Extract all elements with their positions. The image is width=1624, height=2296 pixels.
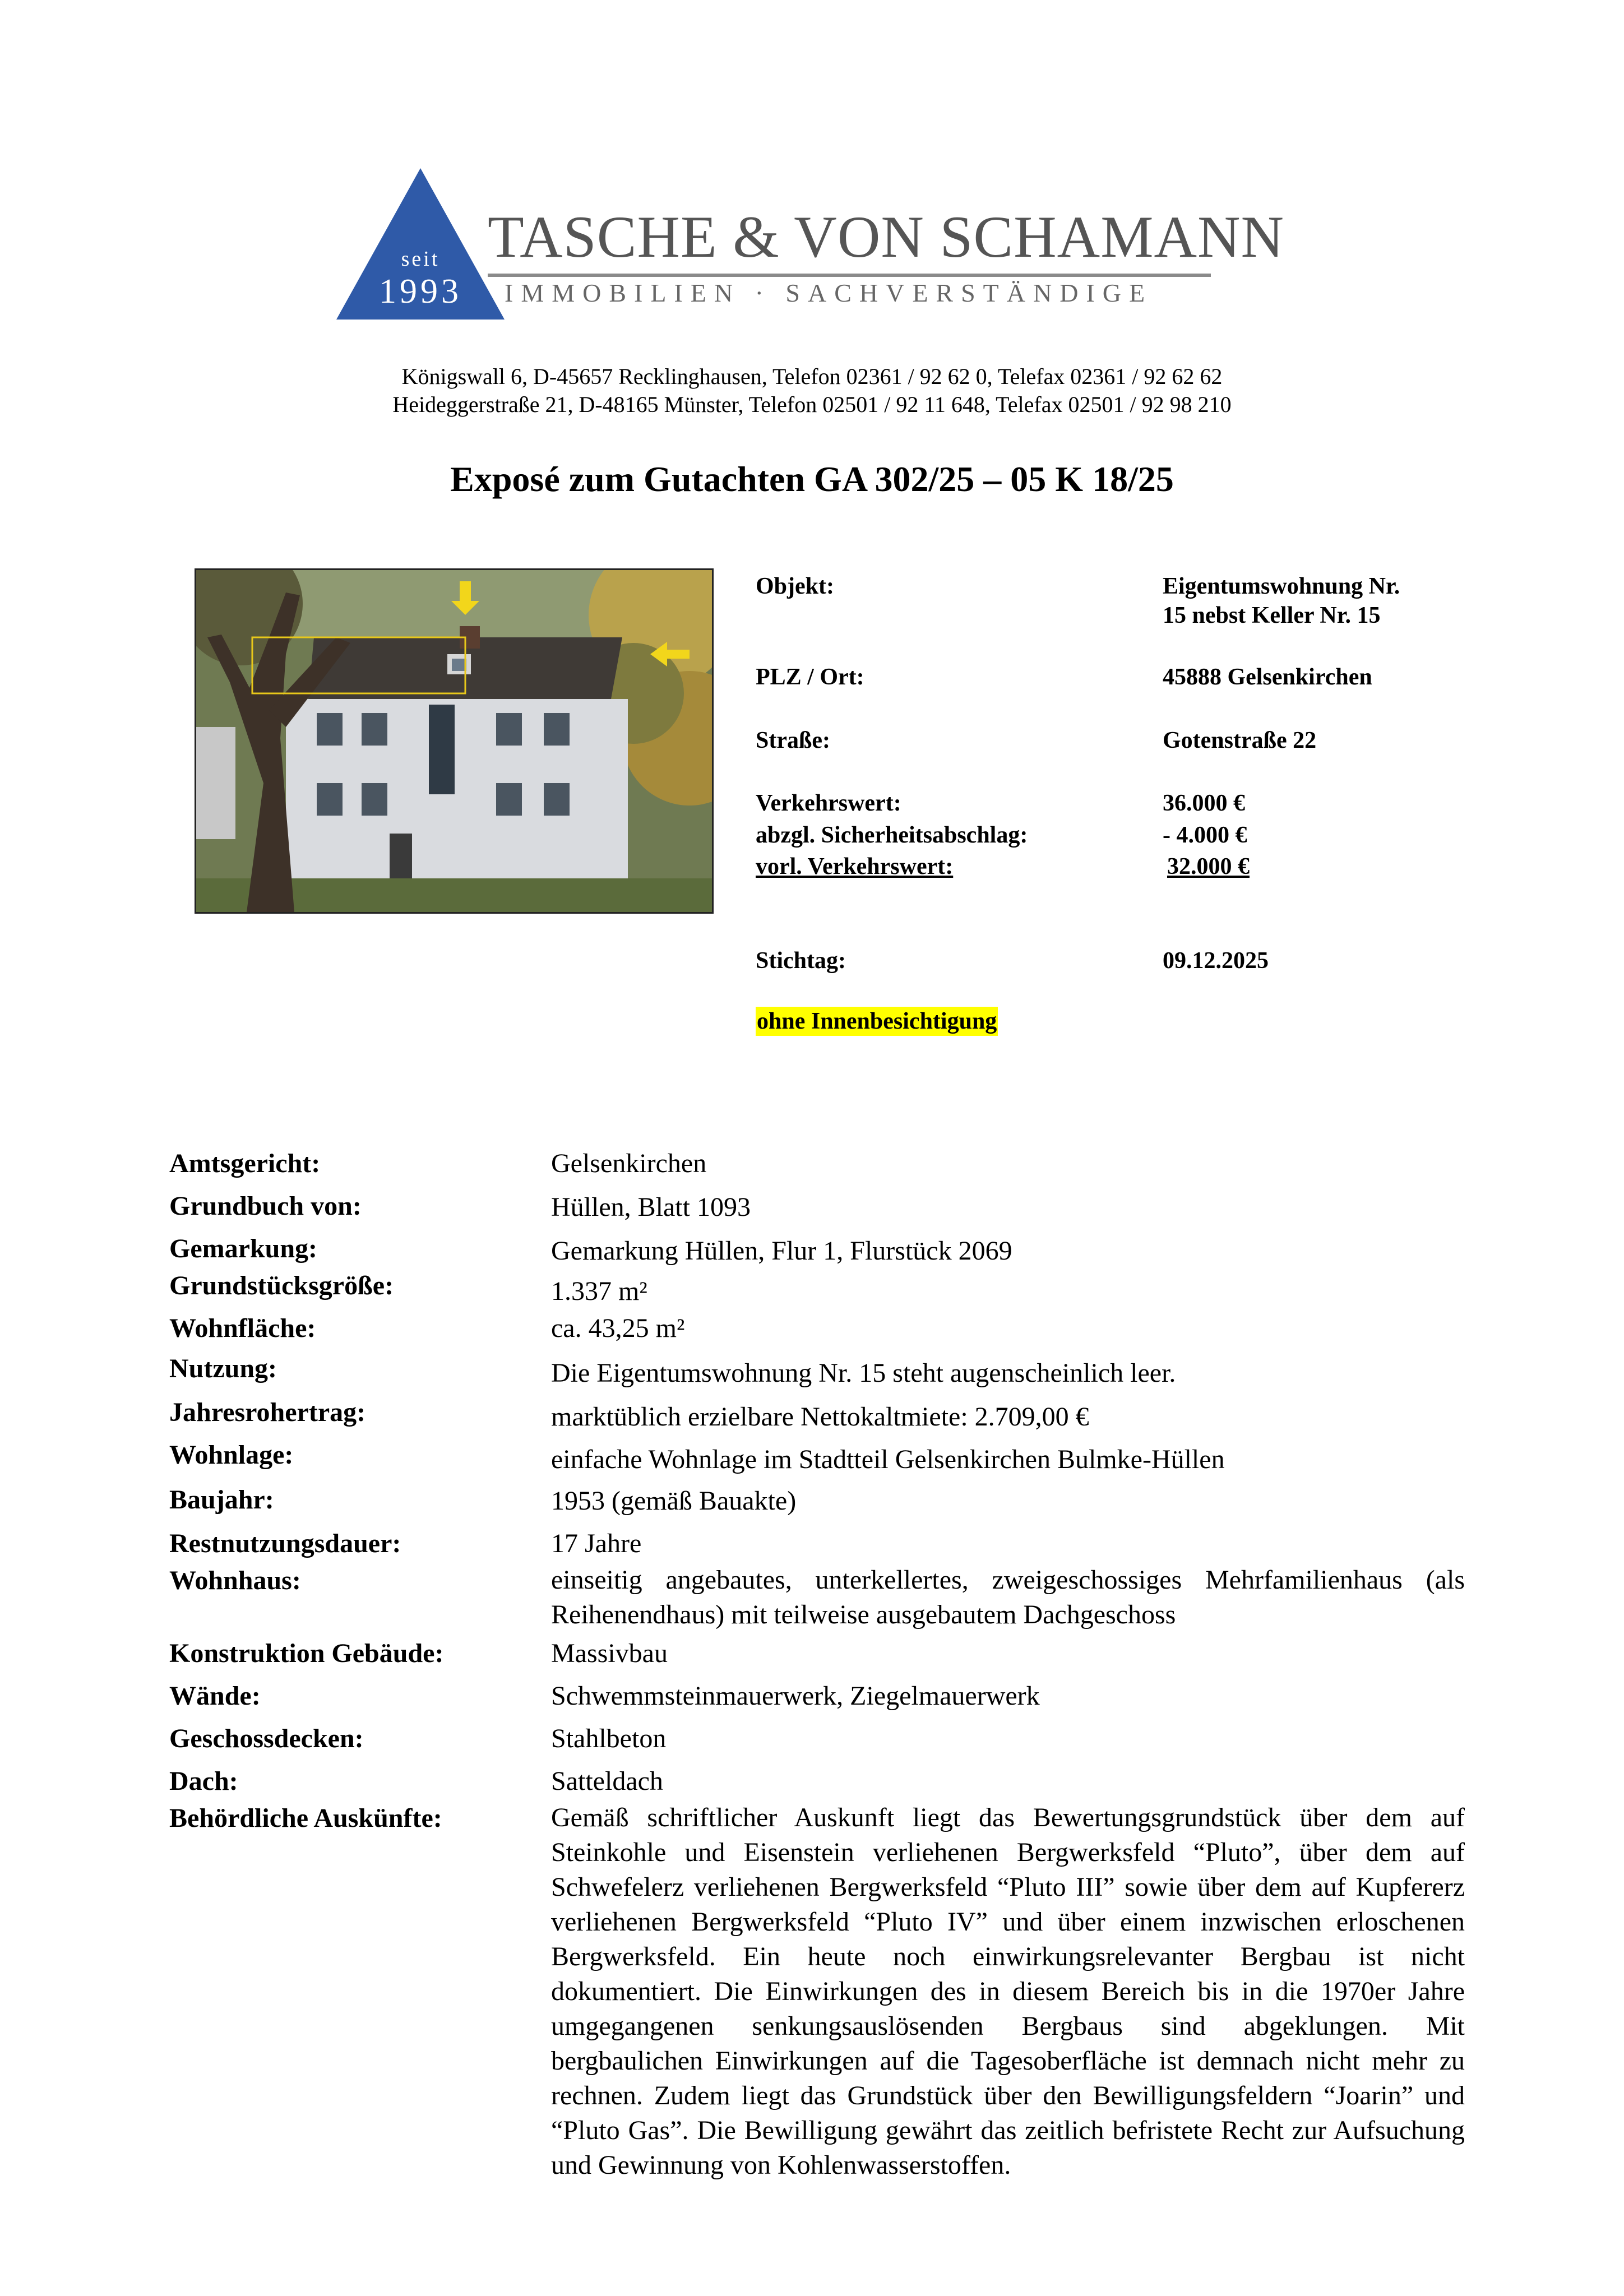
- logo-year: 1993: [379, 272, 462, 311]
- vorl-verkehrswert-value: 32.000 €: [1167, 854, 1250, 879]
- baujahr-label: Baujahr:: [169, 1485, 274, 1515]
- grundstuecksgroesse-label: Grundstücksgröße:: [169, 1271, 394, 1300]
- geschossdecken-value: Stahlbeton: [551, 1724, 667, 1753]
- document-title: Exposé zum Gutachten GA 302/25 – 05 K 18/25: [450, 459, 1174, 499]
- sicherheitsabschlag-value: - 4.000 €: [1163, 822, 1247, 848]
- restnutzungsdauer-label: Restnutzungsdauer:: [169, 1529, 401, 1558]
- wohnlage-label: Wohnlage:: [169, 1440, 294, 1470]
- grundstuecksgroesse-value: 1.337 m²: [551, 1276, 647, 1306]
- nutzung-value: Die Eigentumswohnung Nr. 15 steht augenscheinlich leer.: [551, 1358, 1176, 1388]
- vorl-verkehrswert-label: vorl. Verkehrswert:: [756, 854, 954, 879]
- inspection-note: ohne Innenbesichtigung: [756, 1007, 998, 1036]
- behoerdliche-auskuenfte-value: Gemäß schriftlicher Auskunft liegt das Bewertungsgrundstück über dem auf Steinkohle und Eisenstein verliehenen Bergwerksfeld “Pluto”, über dem auf Schwefelerz verliehenen Bergwerksfeld “Pluto III” sowie über dem auf Kupfererz verliehenen Bergwerksfeld “Pluto IV” und über einem inzwischen erloschenen Bergwerksfeld. Ein heute noch einwirkungsrelevanter Bergbau ist nicht dokumentiert. Die Einwirkungen des in diesem Bereich bis in die 1970er Jahre umgegangenen senkungsauslösenden Bergbaus sind abgeklungen. Mit bergbaulichen Einwirkungen auf die Tagesoberfläche ist demnach nicht mehr zu rechnen. Zudem liegt das Grundstück über den Bewilligungsfeldern “Joarin” und “Pluto Gas”. Die Bewilligung gewährt das zeitlich befristete Recht zur Aufsuchung und Gewinnung von Kohlenwasserstoffen.: [551, 1803, 1465, 2180]
- amtsgericht-value: Gelsenkirchen: [551, 1149, 707, 1178]
- property-photo: [195, 568, 714, 914]
- gemarkung-label: Gemarkung:: [169, 1234, 317, 1263]
- restnutzungsdauer-value: 17 Jahre: [551, 1529, 642, 1558]
- plz-value: 45888 Gelsenkirchen: [1163, 664, 1372, 690]
- gemarkung-value: Gemarkung Hüllen, Flur 1, Flurstück 2069: [551, 1236, 1012, 1266]
- waende-value: Schwemmsteinmauerwerk, Ziegelmauerwerk: [551, 1681, 1040, 1711]
- stichtag-label: Stichtag:: [756, 948, 846, 974]
- nutzung-label: Nutzung:: [169, 1354, 277, 1383]
- waende-label: Wände:: [169, 1681, 261, 1711]
- strasse-label: Straße:: [756, 728, 830, 753]
- objekt-value-line-2: 15 nebst Keller Nr. 15: [1163, 603, 1381, 628]
- amtsgericht-label: Amtsgericht:: [169, 1149, 321, 1178]
- logo-subtitle: IMMOBILIEN · SACHVERSTÄNDIGE: [505, 279, 1153, 307]
- dach-value: Satteldach: [551, 1766, 663, 1796]
- objekt-value-line-1: Eigentumswohnung Nr.: [1163, 573, 1400, 599]
- logo-divider: [488, 274, 1211, 277]
- konstruktion-label: Konstruktion Gebäude:: [169, 1638, 444, 1668]
- stichtag-value: 09.12.2025: [1163, 948, 1269, 974]
- logo-company-name: TASCHE & VON SCHAMANN: [488, 204, 1285, 270]
- strasse-value: Gotenstraße 22: [1163, 728, 1317, 753]
- behoerdliche-auskuenfte-label: Behördliche Auskünfte:: [169, 1803, 442, 1833]
- address-muenster: Heideggerstraße 21, D-48165 Münster, Telefon 02501 / 92 11 648, Telefax 02501 / 92 98 210: [392, 392, 1232, 417]
- company-logo: [336, 168, 1285, 336]
- jahresrohertrag-label: Jahresrohertrag:: [169, 1397, 366, 1427]
- jahresrohertrag-value: marktüblich erzielbare Nettokaltmiete: 2.709,00 €: [551, 1402, 1089, 1432]
- address-recklinghausen: Königswall 6, D-45657 Recklinghausen, Telefon 02361 / 92 62 0, Telefax 02361 / 92 62 62: [401, 364, 1223, 389]
- wohnflaeche-value: ca. 43,25 m²: [551, 1313, 685, 1343]
- wohnlage-value: einfache Wohnlage im Stadtteil Gelsenkirchen Bulmke-Hüllen: [551, 1445, 1225, 1474]
- plz-label: PLZ / Ort:: [756, 664, 864, 690]
- grundbuch-label: Grundbuch von:: [169, 1191, 362, 1221]
- wohnhaus-label: Wohnhaus:: [169, 1566, 301, 1595]
- wohnflaeche-label: Wohnfläche:: [169, 1313, 316, 1343]
- konstruktion-value: Massivbau: [551, 1638, 668, 1668]
- verkehrswert-label: Verkehrswert:: [756, 790, 901, 816]
- objekt-label: Objekt:: [756, 573, 834, 599]
- baujahr-value: 1953 (gemäß Bauakte): [551, 1486, 797, 1516]
- geschossdecken-label: Geschossdecken:: [169, 1724, 364, 1753]
- building-image: [196, 570, 712, 912]
- dach-label: Dach:: [169, 1766, 238, 1796]
- sicherheitsabschlag-label: abzgl. Sicherheitsabschlag:: [756, 822, 1028, 848]
- wohnhaus-value: einseitig angebautes, unterkellertes, zweigeschossiges Mehrfamilienhaus (als Reihenendhaus) mit teilweise ausgebautem Dachgeschoss: [551, 1565, 1465, 1630]
- logo-seit: seit: [401, 247, 440, 271]
- grundbuch-value: Hüllen, Blatt 1093: [551, 1192, 751, 1222]
- verkehrswert-value: 36.000 €: [1163, 790, 1245, 816]
